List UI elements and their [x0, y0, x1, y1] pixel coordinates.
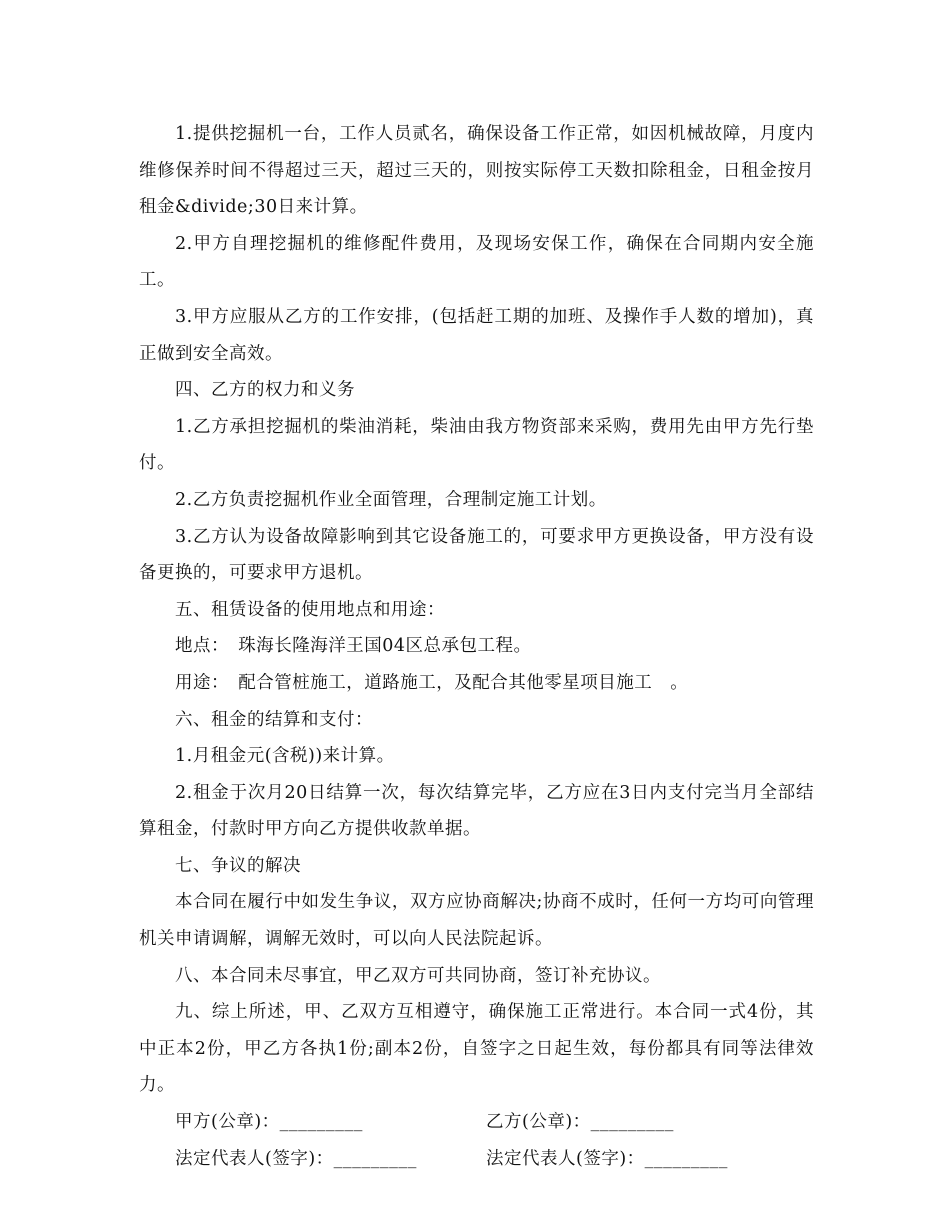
clause-2-repair-costs: 2.甲方自理挖掘机的维修配件费用，及现场安保工作，确保在合同期内安全施工。 — [139, 233, 814, 291]
party-a-representative-field: 法定代表人(签字)：_________ — [175, 1148, 417, 1169]
document-body — [139, 116, 814, 1177]
clause-6-2-settlement: 2.租金于次月20日结算一次，每次结算完毕，乙方应在3日内支付完当月全部结算租金，付款时甲方向乙方提供收款单据。 — [139, 782, 814, 840]
clause-7-dispute: 本合同在履行中如发生争议，双方应协商解决;协商不成时，任何一方均可向管理机关申请调解，调解无效时，可以向人民法院起诉。 — [139, 892, 814, 950]
party-b-seal-field: 乙方(公章)：_________ — [486, 1112, 674, 1133]
section-9-summary: 九、综上所述，甲、乙双方互相遵守，确保施工正常进行。本合同一式4份，其中正本2份，甲乙方各执1份;副本2份，自签字之日起生效，每份都具有同等法律效力。 — [139, 1002, 814, 1096]
usage-purpose: 用途： 配合管桩施工，道路施工，及配合其他零星项目施工 。 — [175, 672, 689, 693]
section-heading-4: 四、乙方的权力和义务 — [175, 380, 355, 401]
section-heading-6: 六、租金的结算和支付： — [175, 709, 373, 730]
signature-row-seal — [139, 1104, 814, 1141]
section-heading-7: 七、争议的解决 — [175, 855, 301, 876]
section-8-supplement: 八、本合同未尽事宜，甲乙双方可共同协商，签订补充协议。 — [175, 965, 661, 986]
usage-location: 地点： 珠海长隆海洋王国04区总承包工程。 — [175, 636, 532, 657]
signature-row-representative — [139, 1141, 814, 1178]
section-heading-5: 五、租赁设备的使用地点和用途： — [175, 599, 445, 620]
clause-3-work-arrangement: 3.甲方应服从乙方的工作安排，(包括赶工期的加班、及操作手人数的增加)，真正做到安全高效。 — [139, 306, 814, 364]
clause-4-3-replacement: 3.乙方认为设备故障影响到其它设备施工的，可要求甲方更换设备，甲方没有设备更换的，可要求甲方退机。 — [139, 526, 814, 584]
clause-1-equipment: 1.提供挖掘机一台，工作人员贰名，确保设备工作正常，如因机械故障，月度内维修保养时间不得超过三天，超过三天的，则按实际停工天数扣除租金，日租金按月租金&divide;30日来计算。 — [139, 124, 814, 218]
clause-4-2-management: 2.乙方负责挖掘机作业全面管理，合理制定施工计划。 — [175, 489, 607, 510]
clause-6-1-monthly-rent: 1.月租金元(含税))来计算。 — [175, 746, 395, 767]
clause-4-1-diesel: 1.乙方承担挖掘机的柴油消耗，柴油由我方物资部来采购，费用先由甲方先行垫付。 — [139, 416, 814, 474]
party-b-representative-field: 法定代表人(签字)：_________ — [486, 1148, 728, 1169]
party-a-seal-field: 甲方(公章)：_________ — [175, 1112, 363, 1133]
